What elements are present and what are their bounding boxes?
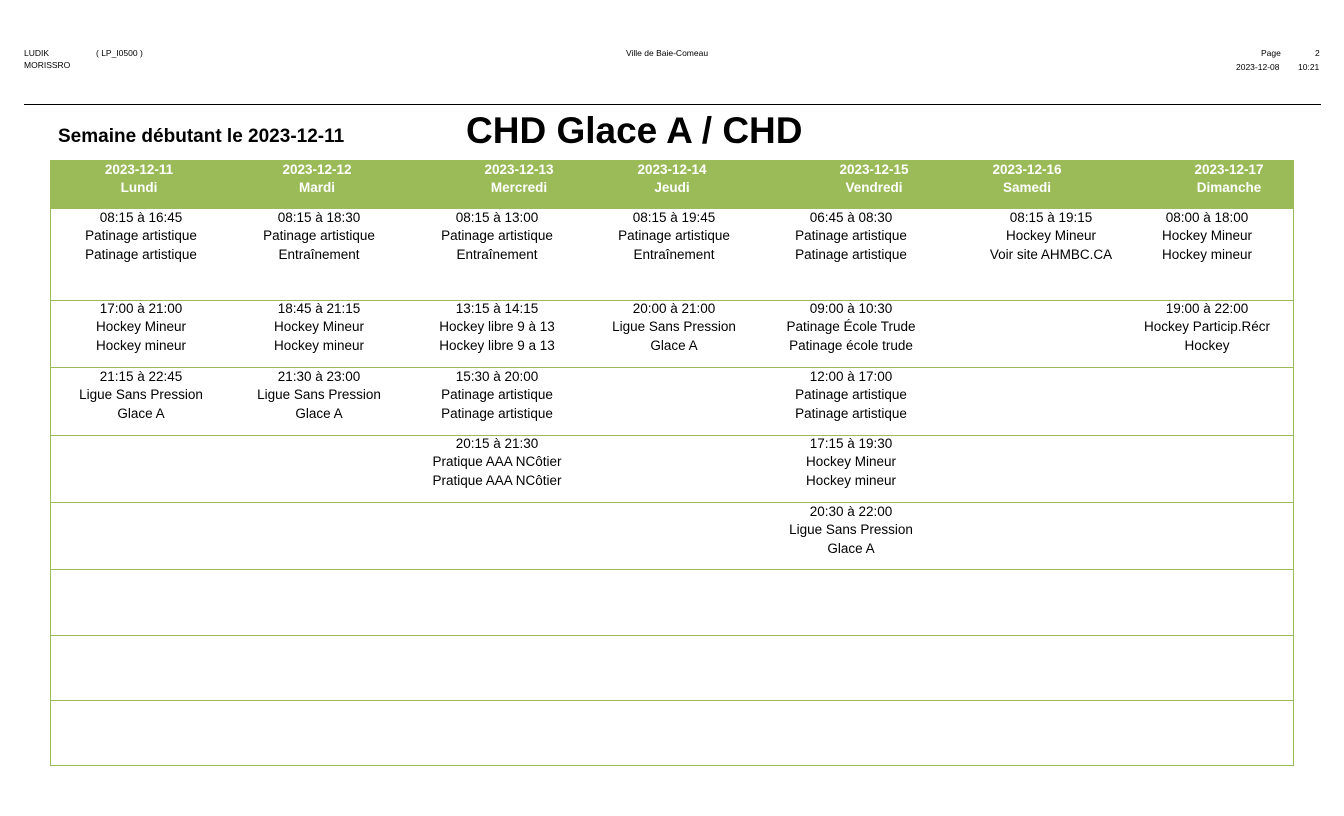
schedule-entry (594, 300, 754, 354)
entry-time: 20:00 à 21:00 (632, 301, 716, 316)
entry-time: 08:15 à 19:45 (632, 210, 716, 225)
row-divider (51, 700, 1293, 701)
day-date: 2023-12-13 (484, 162, 554, 177)
entry-detail: Entraînement (456, 246, 538, 262)
report-code: ( LP_I0500 ) (96, 48, 143, 58)
entry-detail: Patinage école trude (789, 337, 913, 353)
day-header-3 (612, 161, 732, 197)
row-divider (51, 502, 1293, 503)
entry-time: 13:15 à 14:15 (455, 301, 539, 316)
entry-time: 06:45 à 08:30 (809, 210, 893, 225)
day-date: 2023-12-17 (1194, 162, 1264, 177)
organization-name: Ville de Baie-Comeau (626, 48, 709, 58)
entry-time: 20:30 à 22:00 (809, 504, 893, 519)
entry-detail: Hockey mineur (1161, 246, 1253, 262)
entry-time: 19:00 à 22:00 (1165, 301, 1249, 316)
day-header-5 (967, 161, 1087, 197)
day-header-0 (79, 161, 199, 197)
schedule-entry (61, 209, 221, 263)
entry-detail: Hockey mineur (805, 472, 897, 488)
print-date: 2023-12-08 (1236, 62, 1280, 72)
day-date: 2023-12-16 (992, 162, 1062, 177)
entry-detail: Entraînement (278, 246, 360, 262)
page-number: 2 (1315, 48, 1320, 58)
schedule-entry (771, 503, 931, 557)
day-date: 2023-12-14 (637, 162, 707, 177)
day-header-2 (459, 161, 579, 197)
entry-activity: Hockey Mineur (805, 453, 897, 469)
entry-activity: Patinage artistique (263, 227, 375, 243)
entry-time: 12:00 à 17:00 (809, 369, 893, 384)
entry-time: 21:30 à 23:00 (277, 369, 361, 384)
entry-time: 15:30 à 20:00 (455, 369, 539, 384)
entry-detail: Patinage artistique (441, 405, 553, 421)
entry-detail: Patinage artistique (795, 405, 907, 421)
day-header-1 (257, 161, 377, 197)
entry-detail: Patinage artistique (85, 246, 197, 262)
entry-detail: Hockey mineur (273, 337, 365, 353)
entry-time: 09:00 à 10:30 (809, 301, 893, 316)
user-name: MORISSRO (24, 60, 71, 70)
day-name: Vendredi (845, 180, 903, 195)
row-divider (51, 367, 1293, 368)
entry-activity: Ligue Sans Pression (789, 521, 913, 537)
schedule-entry (594, 209, 754, 263)
entry-detail: Glace A (827, 540, 875, 556)
week-label: Semaine débutant le 2023-12-11 (58, 126, 345, 147)
entry-detail: Voir site AHMBC.CA (989, 246, 1113, 262)
page-title: CHD Glace A / CHD (466, 110, 803, 151)
schedule-grid (50, 160, 1294, 766)
day-date: 2023-12-11 (104, 162, 174, 177)
entry-time: 08:15 à 18:30 (277, 210, 361, 225)
day-name: Mardi (298, 180, 335, 195)
schedule-entry (971, 209, 1131, 263)
day-header-4 (814, 161, 934, 197)
page-label: Page (1261, 48, 1281, 58)
day-name: Lundi (120, 180, 158, 195)
day-name: Dimanche (1196, 180, 1262, 195)
schedule-entry (771, 209, 931, 263)
day-date: 2023-12-12 (282, 162, 352, 177)
schedule-entry (61, 300, 221, 354)
entry-activity: Patinage École Trude (786, 318, 916, 334)
entry-activity: Ligue Sans Pression (79, 386, 203, 402)
entry-detail: Hockey mineur (95, 337, 187, 353)
entry-detail: Hockey libre 9 a 13 (439, 337, 555, 353)
schedule-entry (239, 368, 399, 422)
entry-detail: Hockey (1184, 337, 1230, 353)
entry-activity: Hockey Mineur (1005, 227, 1097, 243)
schedule-entry (417, 435, 577, 489)
entry-activity: Hockey Mineur (1161, 227, 1253, 243)
entry-activity: Patinage artistique (795, 386, 907, 402)
schedule-entry (771, 435, 931, 489)
entry-activity: Hockey libre 9 à 13 (439, 318, 555, 334)
entry-time: 08:00 à 18:00 (1165, 210, 1249, 225)
entry-detail: Glace A (295, 405, 343, 421)
schedule-header (51, 160, 1293, 209)
row-divider (51, 435, 1293, 436)
schedule-entry (771, 300, 931, 354)
schedule-entry (61, 368, 221, 422)
day-date: 2023-12-15 (839, 162, 909, 177)
header-divider (24, 104, 1321, 105)
entry-activity: Hockey Mineur (273, 318, 365, 334)
day-header-6 (1169, 161, 1289, 197)
entry-time: 17:00 à 21:00 (99, 301, 183, 316)
entry-activity: Patinage artistique (441, 227, 553, 243)
entry-time: 20:15 à 21:30 (455, 436, 539, 451)
day-name: Samedi (1002, 180, 1052, 195)
schedule-entry (771, 368, 931, 422)
entry-activity: Patinage artistique (618, 227, 730, 243)
entry-activity: Hockey Mineur (95, 318, 187, 334)
schedule-entry (239, 300, 399, 354)
schedule-entry (239, 209, 399, 263)
entry-activity: Pratique AAA NCôtier (432, 453, 562, 469)
schedule-entry (1127, 209, 1287, 263)
app-name: LUDIK (24, 48, 50, 58)
schedule-entry (417, 300, 577, 354)
row-divider (51, 569, 1293, 570)
entry-time: 17:15 à 19:30 (809, 436, 893, 451)
entry-time: 08:15 à 19:15 (1009, 210, 1093, 225)
entry-activity: Patinage artistique (85, 227, 197, 243)
entry-time: 21:15 à 22:45 (99, 369, 183, 384)
entry-activity: Patinage artistique (795, 227, 907, 243)
entry-detail: Pratique AAA NCôtier (432, 472, 562, 488)
entry-detail: Glace A (650, 337, 698, 353)
day-name: Mercredi (490, 180, 548, 195)
schedule-entry (1127, 300, 1287, 354)
entry-activity: Ligue Sans Pression (257, 386, 381, 402)
print-time: 10:21 (1298, 62, 1320, 72)
entry-time: 18:45 à 21:15 (277, 301, 361, 316)
row-divider (51, 635, 1293, 636)
entry-detail: Patinage artistique (795, 246, 907, 262)
entry-time: 08:15 à 13:00 (455, 210, 539, 225)
day-name: Jeudi (654, 180, 690, 195)
entry-detail: Glace A (117, 405, 165, 421)
entry-detail: Entraînement (633, 246, 715, 262)
entry-activity: Patinage artistique (441, 386, 553, 402)
schedule-entry (417, 209, 577, 263)
entry-activity: Ligue Sans Pression (612, 318, 736, 334)
schedule-entry (417, 368, 577, 422)
entry-activity: Hockey Particip.Récr (1143, 318, 1271, 334)
entry-time: 08:15 à 16:45 (99, 210, 183, 225)
